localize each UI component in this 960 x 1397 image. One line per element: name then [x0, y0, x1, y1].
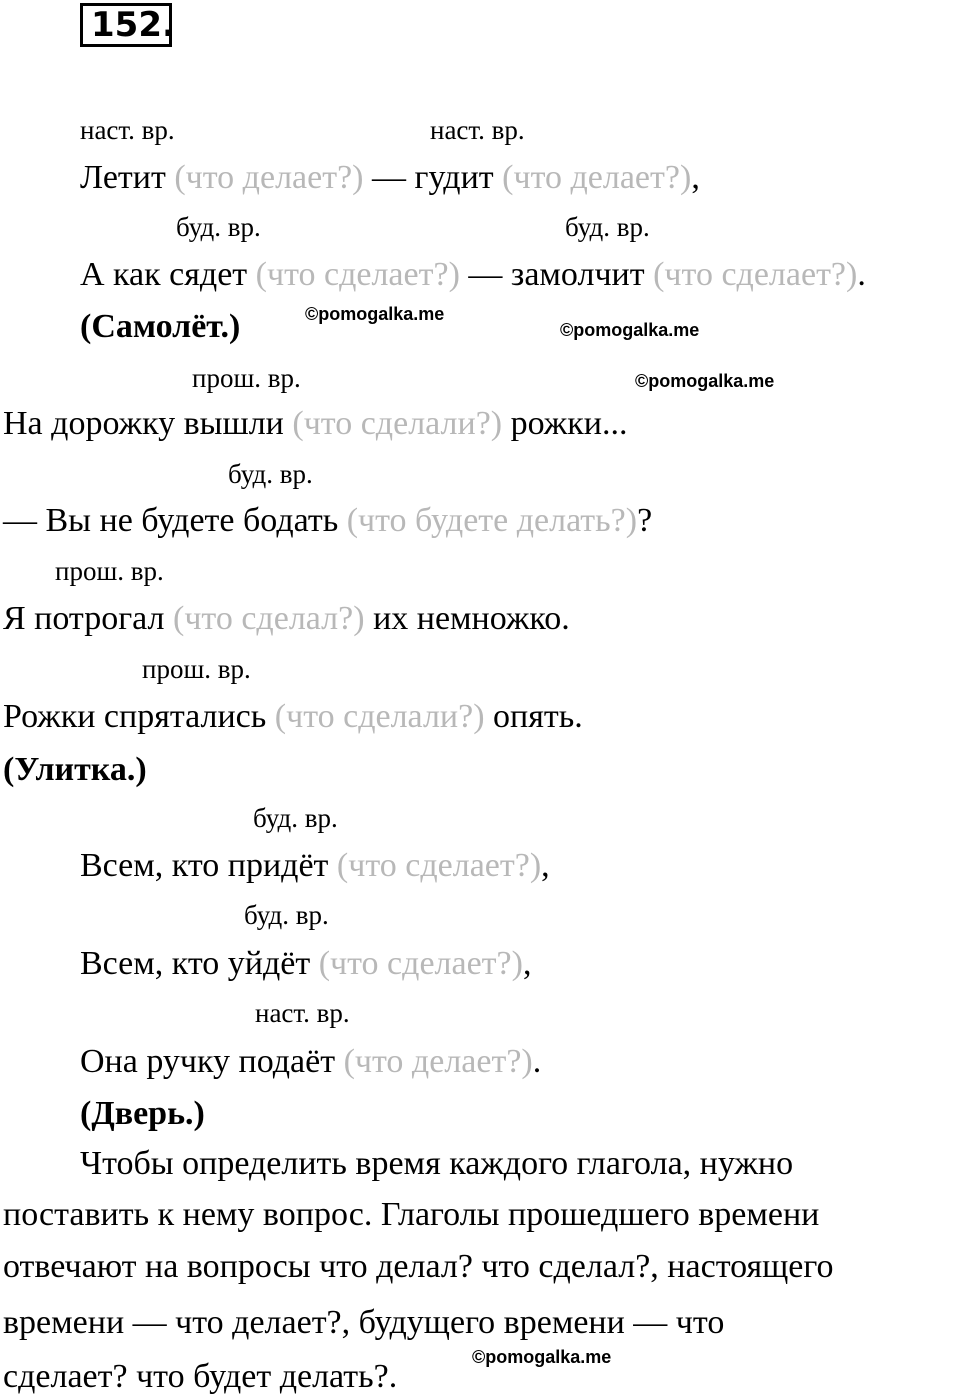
verb-text: — Вы не будете бодать [3, 502, 347, 539]
riddle-line [3, 602, 570, 636]
explanation-line: сделает? что будет делать?. [3, 1358, 398, 1395]
tense-tag: буд. вр. [253, 803, 338, 833]
line-text: рожки... [502, 405, 628, 442]
tense-tag: прош. вр. [55, 556, 164, 586]
line-text: , [541, 847, 550, 884]
riddle-answer: (Дверь.) [80, 1095, 205, 1132]
line-text: их немножко. [364, 600, 570, 637]
tense-tag: наст. вр. [255, 998, 350, 1028]
watermark: ©pomogalka.me [472, 1347, 612, 1367]
line-text: . [857, 256, 866, 293]
riddle-answer: (Самолёт.) [80, 308, 241, 345]
riddle-line [80, 1045, 541, 1079]
line-text: , [691, 159, 700, 196]
tense-tag: буд. вр. [228, 459, 313, 489]
riddle-answer: (Улитка.) [3, 751, 147, 788]
tense-tag: наст. вр. [430, 115, 525, 145]
line-text: ? [637, 502, 653, 539]
verb-question: (что будете делать?) [346, 502, 638, 539]
verb-text: Всем, кто уйдёт [80, 945, 319, 982]
verb-text: А как сядет [80, 256, 256, 293]
riddle-line [80, 947, 531, 981]
line-text: — замолчит [459, 256, 654, 293]
line-text: , [522, 945, 532, 982]
riddle-line [80, 161, 700, 195]
watermark: ©pomogalka.me [305, 304, 445, 324]
verb-question: (что делает?) [343, 1043, 533, 1080]
verb-text: Рожки спрятались [3, 698, 275, 735]
watermark: ©pomogalka.me [560, 320, 700, 340]
riddle-line [80, 258, 866, 292]
verb-question: (что сделал?) [173, 600, 365, 637]
verb-question: (что сделает?) [653, 256, 858, 293]
tense-tag: буд. вр. [244, 900, 329, 930]
riddle-line [3, 700, 583, 734]
watermark: ©pomogalka.me [635, 371, 775, 391]
tense-tag: буд. вр. [565, 212, 650, 242]
riddle-line [3, 504, 652, 538]
tense-tag: буд. вр. [176, 212, 261, 242]
tense-tag: наст. вр. [80, 115, 175, 145]
verb-question: (что сделает?) [318, 945, 523, 982]
verb-text: Она ручку подаёт [80, 1043, 344, 1080]
verb-question: (что сделали?) [292, 405, 503, 442]
verb-question: (что делает?) [502, 159, 692, 196]
verb-question: (что делает?) [174, 159, 364, 196]
explanation-line: поставить к нему вопрос. Глаголы прошедшего времени [3, 1196, 820, 1233]
riddle-line [3, 407, 627, 441]
tense-tag: прош. вр. [192, 363, 301, 393]
explanation-line: времени — что делает?, будущего времени — что [3, 1304, 725, 1341]
verb-question: (что сделает?) [336, 847, 542, 884]
tense-tag: прош. вр. [142, 654, 251, 684]
verb-question: (что сделает?) [255, 256, 460, 293]
line-text: — гудит [363, 159, 503, 196]
line-text: . [532, 1043, 542, 1080]
verb-text: На дорожку вышли [3, 405, 293, 442]
explanation-line: Чтобы определить время каждого глагола, нужно [80, 1145, 794, 1182]
exercise-number: 152. [80, 3, 172, 47]
riddle-line [80, 849, 550, 883]
verb-text: Я потрогал [3, 600, 173, 637]
explanation-line: отвечают на вопросы что делал? что сделал?, настоящего [3, 1248, 834, 1285]
line-text: опять. [484, 698, 583, 735]
verb-question: (что сделали?) [274, 698, 485, 735]
verb-text: Летит [80, 159, 166, 196]
verb-text: Всем, кто придёт [80, 847, 337, 884]
